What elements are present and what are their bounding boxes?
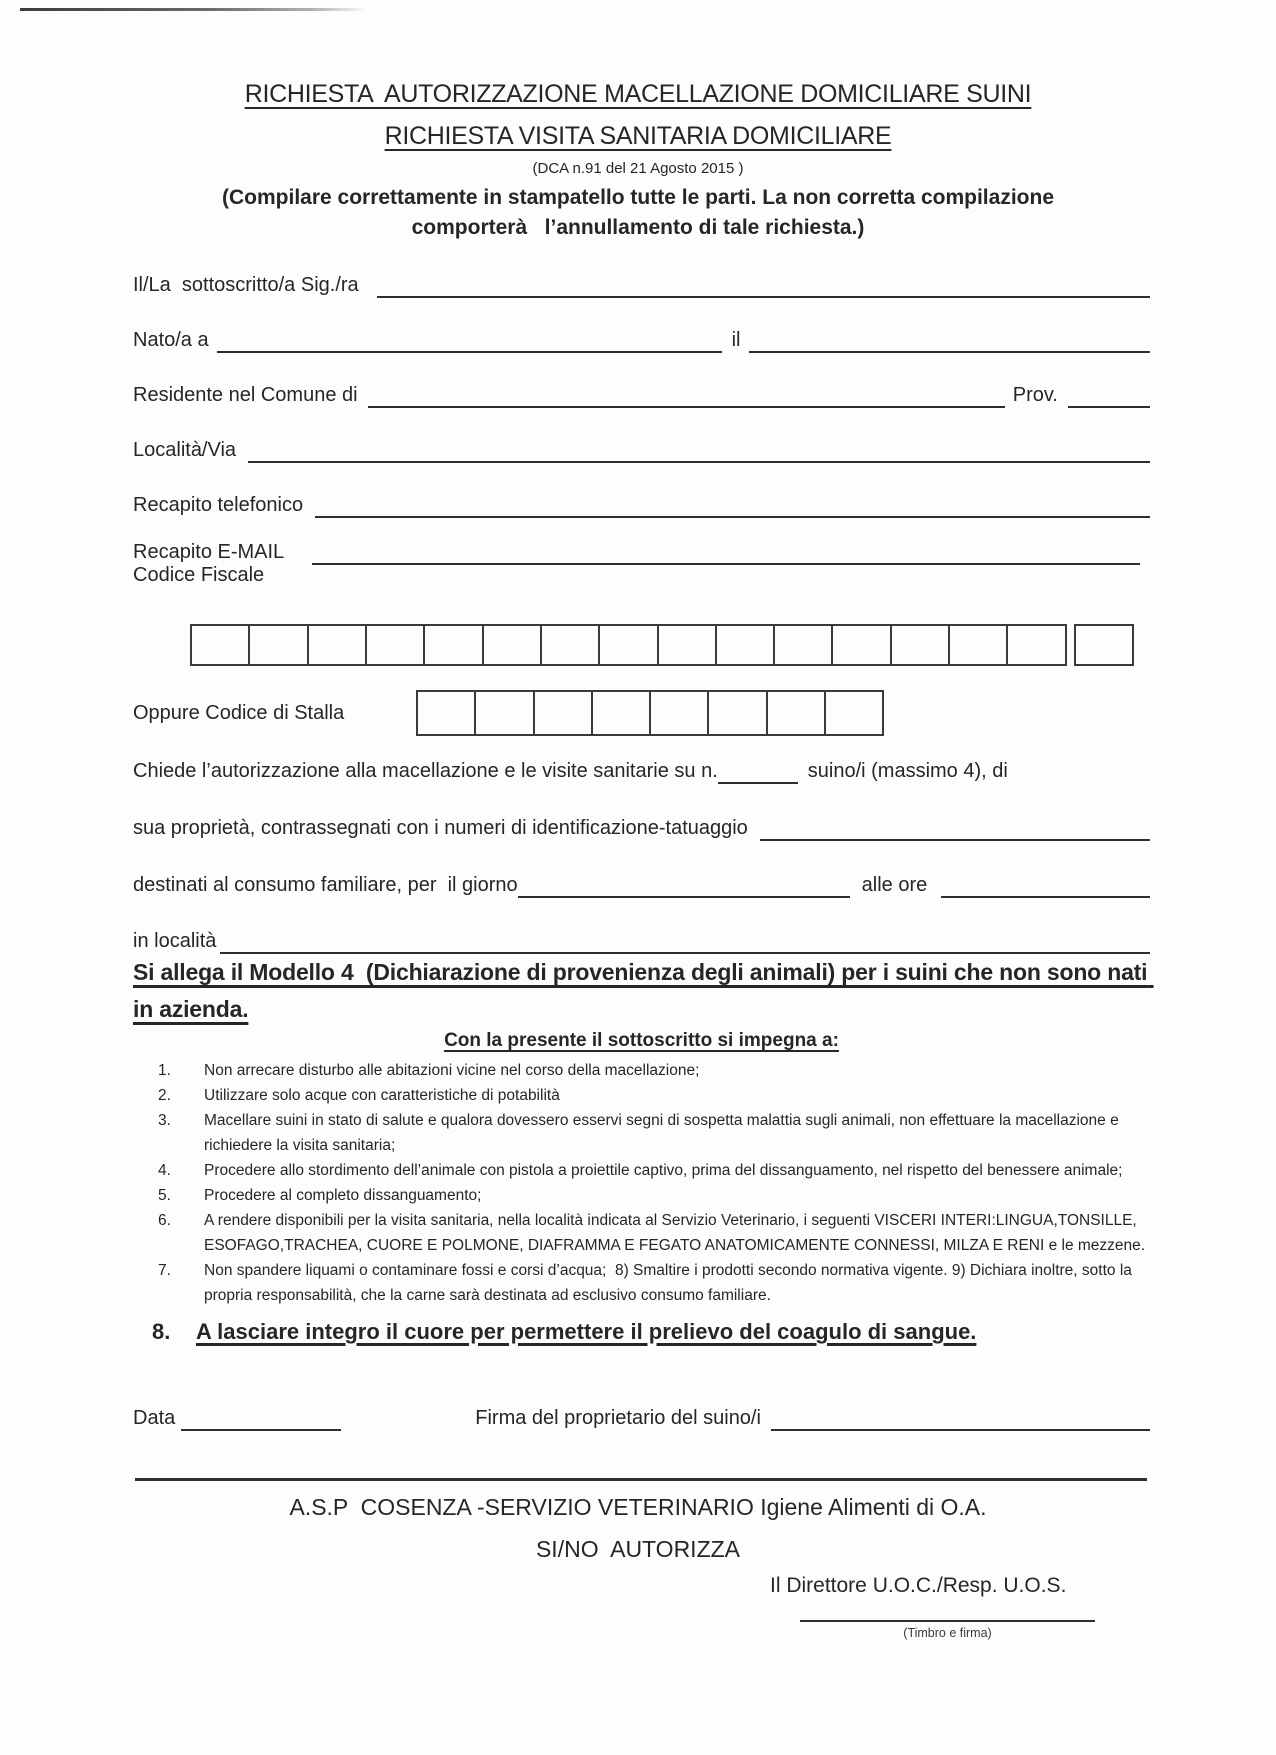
- codice-fiscale-label: Codice Fiscale: [133, 564, 265, 586]
- data-label: Data: [133, 1407, 176, 1429]
- asp-org-line: A.S.P COSENZA -SERVIZIO VETERINARIO Igiene Alimenti di O.A.: [289, 1494, 987, 1520]
- telefono-label: Recapito telefonico: [133, 494, 304, 516]
- firma-label: Firma del proprietario del suino/i: [475, 1407, 761, 1429]
- codice-stalla-grid: [416, 690, 884, 736]
- codice-fiscale-cell: [948, 624, 1008, 666]
- localita-blank: [248, 437, 1150, 463]
- alle-ore-label: alle ore: [861, 874, 928, 896]
- attachment-note: Si allega il Modello 4 (Dichiarazione di provenienza degli animali) per i suini che non sono nati in azienda.: [133, 959, 1154, 1022]
- field-codice-fiscale-label: [133, 562, 1150, 588]
- director-signature-line: [800, 1620, 1095, 1622]
- data-nascita-blank: [749, 327, 1151, 353]
- form-subtitle: RICHIESTA VISITA SANITARIA DOMICILIARE: [384, 122, 892, 150]
- codice-fiscale-cell: [482, 624, 542, 666]
- email-label: Recapito E-MAIL: [133, 541, 285, 563]
- prov-label: Prov.: [1012, 384, 1058, 406]
- request-line4: [133, 928, 1150, 954]
- codice-fiscale-cell: [598, 624, 658, 666]
- request-line1-after: suino/i (massimo 4), di: [807, 760, 1008, 782]
- codice-stalla-cell: [474, 690, 534, 736]
- field-sottoscritto: [133, 272, 1150, 298]
- codice-stalla-cell: [416, 690, 476, 736]
- residente-label: Residente nel Comune di: [133, 384, 358, 406]
- obligation-item-8: 8. A lasciare integro il cuore per permettere il prelievo del coagulo di sangue.: [152, 1319, 977, 1344]
- compilation-notice: (Compilare correttamente in stampatello tutte le parti. La non corretta compilazione comporterà l’annullamento di tale richiesta.): [222, 186, 1060, 239]
- dca-reference: (DCA n.91 del 21 Agosto 2015 ): [532, 160, 744, 177]
- codice-fiscale-cell: [190, 624, 250, 666]
- telefono-blank: [315, 492, 1150, 518]
- field-telefono: [133, 492, 1150, 518]
- field-residente: [133, 382, 1150, 408]
- giorno-blank: [518, 872, 850, 898]
- firma-blank: [771, 1405, 1150, 1431]
- field-nato: [133, 327, 1150, 353]
- codice-fiscale-cell: [307, 624, 367, 666]
- codice-fiscale-cell: [715, 624, 775, 666]
- authorize-line: SI/NO AUTORIZZA: [535, 1536, 741, 1562]
- sottoscritto-label: Il/La sottoscritto/a Sig./ra: [133, 274, 359, 296]
- codice-fiscale-cell: [1074, 624, 1134, 666]
- codice-stalla-cell: [533, 690, 593, 736]
- obligation-item: 5. Procedere al completo dissanguamento;: [158, 1187, 482, 1204]
- nato-blank: [217, 327, 722, 353]
- codice-fiscale-cell: [423, 624, 483, 666]
- request-line1: [133, 758, 1150, 784]
- codice-fiscale-cell: [831, 624, 891, 666]
- sottoscritto-blank: [377, 272, 1150, 298]
- director-label: Il Direttore U.O.C./Resp. U.O.S.: [770, 1574, 1067, 1597]
- section-divider: [135, 1478, 1147, 1481]
- request-line3-text: destinati al consumo familiare, per il giorno: [133, 874, 518, 896]
- field-localita: [133, 437, 1150, 463]
- codice-stalla-cell: [707, 690, 767, 736]
- il-label: il: [731, 329, 741, 351]
- data-blank: [181, 1405, 341, 1431]
- obligation-item: 6. A rendere disponibili per la visita sanitaria, nella località indicata al Servizio Veterinario, i seguenti VISCERI INTERI:LINGUA,TONSILLE, ESOFAGO,TRACHEA, CUORE E POLMONE, DIAFRAMMA E FEGATO ANATOMICAMENTE CONNESSI, MILZA E RENI e le mezzene.: [158, 1212, 1146, 1254]
- obligation-item: 2. Utilizzare solo acque con caratteristiche di potabilità: [158, 1087, 560, 1104]
- codice-fiscale-cell: [657, 624, 717, 666]
- nato-label: Nato/a a: [133, 329, 209, 351]
- request-line1-text: Chiede l’autorizzazione alla macellazione e le visite sanitarie su n.: [133, 760, 718, 782]
- codice-fiscale-cell: [248, 624, 308, 666]
- codice-stalla-label: Oppure Codice di Stalla: [133, 702, 345, 724]
- codice-fiscale-cell: [1006, 624, 1066, 666]
- codice-fiscale-cell: [890, 624, 950, 666]
- tatuaggio-blank: [760, 815, 1150, 841]
- codice-fiscale-cell: [773, 624, 833, 666]
- scan-artifact-line: [20, 8, 368, 11]
- comune-blank: [368, 382, 1005, 408]
- obligation-item: 4. Procedere allo stordimento dell’animale con pistola a proiettile captivo, prima del dissanguamento, nel rispetto del benessere animale;: [158, 1162, 1123, 1179]
- obligations-list: [150, 1058, 1150, 1347]
- obligations-heading: Con la presente il sottoscritto si impegna a:: [444, 1030, 839, 1051]
- in-localita-label: in località: [133, 930, 217, 952]
- ore-blank: [941, 872, 1150, 898]
- form-title: RICHIESTA AUTORIZZAZIONE MACELLAZIONE DOMICILIARE SUINI: [244, 80, 1032, 108]
- numero-suini-blank: [718, 758, 798, 784]
- codice-fiscale-grid: [190, 624, 1134, 666]
- codice-stalla-cell: [824, 690, 884, 736]
- obligation-item: 7. Non spandere liquami o contaminare fossi e corsi d’acqua; 8) Smaltire i prodotti secondo normativa vigente. 9) Dichiara inoltre, sotto la propria responsabilità, che la carne sarà destinata ad esclusivo consumo familiare.: [158, 1262, 1137, 1304]
- localita-label: Località/Via: [133, 439, 237, 461]
- in-localita-blank: [220, 928, 1150, 954]
- request-line2: [133, 815, 1150, 841]
- date-signature-row: [133, 1405, 1150, 1431]
- codice-fiscale-cell: [540, 624, 600, 666]
- codice-stalla-cell: [649, 690, 709, 736]
- request-line3: [133, 872, 1150, 898]
- codice-fiscale-cell: [365, 624, 425, 666]
- codice-stalla-cell: [766, 690, 826, 736]
- obligation-item: 3. Macellare suini in stato di salute e qualora dovessero esservi segni di sospetta malattia sugli animali, non effettuare la macellazione e richiedere la visita sanitaria;: [158, 1112, 1124, 1154]
- stamp-signature-label: (Timbro e firma): [903, 1626, 992, 1640]
- request-line2-text: sua proprietà, contrassegnati con i numeri di identificazione-tatuaggio: [133, 817, 748, 839]
- codice-stalla-cell: [591, 690, 651, 736]
- prov-blank: [1068, 382, 1150, 408]
- obligation-item: 1. Non arrecare disturbo alle abitazioni vicine nel corso della macellazione;: [158, 1062, 700, 1079]
